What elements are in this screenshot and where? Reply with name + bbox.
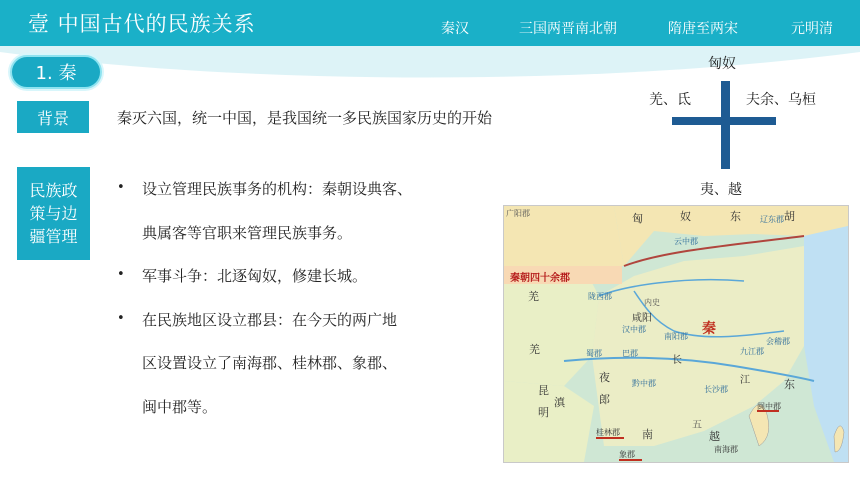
policy-line-4: 在民族地区设立郡县：在今天的两广地	[142, 311, 398, 329]
cross-vertical-bar	[721, 81, 730, 169]
map-corner-label: 广阳郡	[506, 209, 530, 218]
bullet-2: •	[117, 267, 125, 282]
map-label-xiong: 匈	[632, 212, 643, 225]
map-label-chang: 长	[672, 355, 682, 366]
map-label-neishi: 内史	[644, 298, 660, 307]
nav-tab-three-kingdoms[interactable]: 三国两晋南北朝	[519, 21, 617, 37]
policy-label-line-2: 策与边	[29, 204, 78, 223]
cross-east-label: 夫余、乌桓	[746, 92, 816, 108]
page-title: 壹 中国古代的民族关系	[28, 12, 256, 36]
nav-tab-qin-han[interactable]: 秦汉	[441, 21, 469, 37]
map-label-xianyang: 咸阳	[632, 313, 652, 324]
map-label-nanyang: 南阳郡	[664, 332, 688, 341]
policy-line-2: 典属客等官职来管理民族事务。	[142, 224, 353, 242]
cross-north-label: 匈奴	[708, 56, 736, 72]
map-label-nan: 南	[642, 428, 653, 441]
map-label-xiang: 象郡	[619, 450, 635, 459]
policy-label	[17, 167, 90, 260]
nav-tab-sui-tang-song[interactable]: 隋唐至两宋	[668, 21, 738, 37]
map-label-lang: 郎	[599, 393, 610, 406]
map-label-minzhong: 闽中郡	[757, 402, 781, 411]
map-label-shu: 蜀郡	[586, 349, 602, 358]
map-label-dong-sea: 东	[784, 378, 795, 391]
map-label-kun: 昆	[538, 384, 549, 397]
background-text: 秦灭六国，统一中国，是我国统一多民族国家历史的开始	[117, 109, 493, 127]
bullet-1: •	[117, 180, 125, 195]
map-label-yunzhong: 云中郡	[674, 237, 698, 246]
policy-line-6: 闽中郡等。	[142, 398, 218, 416]
map-label-qianzhong: 黔中郡	[632, 379, 656, 388]
map-label-hu: 胡	[784, 210, 795, 223]
policy-label-line-1: 民族政	[29, 181, 78, 200]
map-label-jiang: 江	[740, 375, 750, 386]
map-label-qiang-2: 羌	[529, 343, 540, 356]
map-label-dian: 滇	[554, 396, 565, 409]
map-label-changsha: 长沙郡	[704, 385, 728, 394]
map-label-liaodong: 辽东郡	[760, 215, 784, 224]
policy-line-1: 设立管理民族事务的机构：秦朝设典客、	[142, 180, 413, 198]
policy-line-3: 军事斗争：北逐匈奴，修建长城。	[142, 267, 368, 285]
map-label-nu: 奴	[680, 210, 691, 223]
map-label-qiang: 羌	[528, 290, 539, 303]
map-label-qin: 秦	[702, 321, 716, 337]
map-label-ye: 夜	[599, 371, 610, 384]
background-label: 背景	[17, 101, 89, 133]
map-label-nanhai: 南海郡	[714, 445, 738, 454]
map-label-guilin: 桂林郡	[596, 428, 620, 437]
section-pill-qin[interactable]: 1. 秦	[10, 55, 102, 89]
policy-line-5: 区设置设立了南海郡、桂林郡、象郡、	[142, 354, 398, 372]
map-label-jiujiang: 九江郡	[740, 347, 764, 356]
cross-west-label: 羌、氐	[649, 92, 691, 108]
map-label-ba: 巴郡	[622, 349, 638, 358]
map-label-hanzhong: 汉中郡	[622, 325, 646, 334]
policy-label-line-3: 疆管理	[29, 227, 78, 246]
map-label-wu: 五	[692, 420, 702, 431]
cross-horizontal-bar	[672, 117, 776, 125]
map-label-dong: 东	[730, 210, 741, 223]
bullet-3: •	[117, 311, 125, 326]
map-label-kuaiji: 会稽郡	[766, 337, 790, 346]
nav-tab-yuan-ming-qing[interactable]: 元明清	[791, 21, 833, 37]
header-bar	[0, 0, 860, 46]
qin-dynasty-map	[503, 205, 849, 463]
map-label-ming: 明	[538, 406, 549, 419]
map-banner: 秦朝四十余郡	[510, 273, 570, 284]
map-label-longxi: 陇西郡	[588, 292, 612, 301]
cross-south-label: 夷、越	[700, 182, 742, 198]
map-label-yue: 越	[709, 430, 720, 443]
